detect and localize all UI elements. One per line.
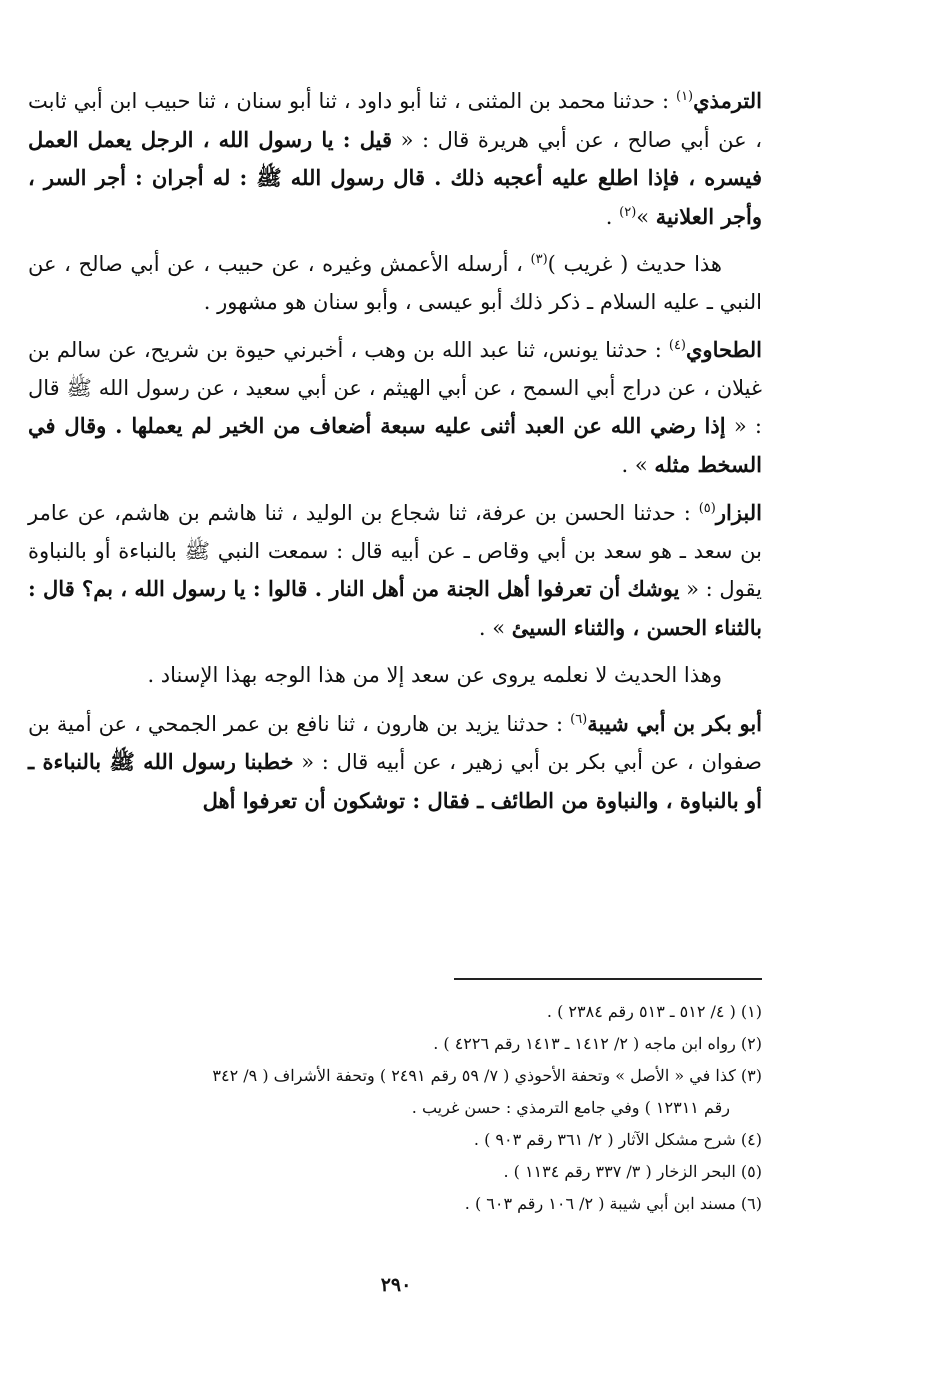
footnote: (٥) البحر الزخار ( ٣/ ٣٣٧ رقم ١١٣٤ ) . (503, 1162, 762, 1181)
footnote: (٢) رواه ابن ماجه ( ٢/ ١٤١٢ ـ ١٤١٣ رقم ٤٢٢٦ ) . (433, 1034, 762, 1053)
bold-text: الطحاوي (686, 337, 762, 362)
bold-text: أبو بكر بن أبي شيبة (587, 710, 763, 736)
text-segment: : حدثنا يونس، ثنا عبد الله بن وهب ، أخبرني حيوة بن شريح، عن سالم بن غيلان ، عن دراج أبي السمح ، عن أبي الهيثم ، عن أبي سعيد ، عن رسول الله ﷺ قال : « (28, 338, 762, 438)
paragraph (28, 82, 762, 236)
bold-text: خطبنا رسول الله ﷺ بالنباءة ـ أو بالنباوة ، والنباوة من الطائف ـ فقال : توشكون أن تعرفوا أهل (28, 749, 762, 813)
text-segment: » . (478, 615, 512, 640)
footnote-continuation: رقم ١٢٣١١ ) وفي جامع الترمذي : حسن غريب . (411, 1098, 730, 1117)
text-segment: . (605, 204, 620, 229)
text-segment: : حدثنا محمد بن المثنى ، ثنا أبو داود ، ثنا أبو سنان ، ثنا حبيب ابن أبي ثابت ، عن أبي صالح ، عن أبي هريرة قال : « (28, 89, 762, 152)
main-text (28, 82, 762, 830)
text-segment: هذا حديث ( غريب ) (547, 252, 722, 276)
text-segment: : حدثنا يزيد بن هارون ، ثنا نافع بن عمر الجمحي ، عن أمية بن صفوان ، عن أبي بكر بن أبي زهير ، عن أبيه قال : « (28, 711, 763, 774)
text-segment: » (636, 204, 656, 229)
bold-text: قيل : يا رسول الله ، الرجل يعمل العمل فيسره ، فإذا اطلع عليه أعجبه ذلك . قال رسول الله ﷺ : له أجران : أجر السر ، وأجر العلانية (28, 126, 762, 229)
footnote-reference: (٣) (530, 252, 548, 267)
paragraph (28, 246, 762, 321)
paragraph (28, 494, 762, 647)
bold-text: البزار (715, 500, 762, 525)
footnote-reference: (٥) (698, 501, 716, 516)
footnote-reference: (٢) (619, 204, 637, 220)
footnote-reference: (٤) (668, 338, 686, 353)
paragraph (28, 657, 762, 695)
footnote-reference: (١) (675, 89, 694, 104)
text-segment: وهذا الحديث لا نعلمه يروى عن سعد إلا من هذا الوجه بهذا الإسناد . (147, 663, 722, 687)
text-segment: ، أرسله الأعمش وغيره ، عن حبيب ، عن أبي صالح ، عن النبي ـ عليه السلام ـ ذكر ذلك أبو عيسى ، وأبو سنان هو مشهور . (28, 252, 762, 314)
text-segment: » . (621, 452, 655, 477)
footnotes (28, 996, 762, 1220)
footnote-divider (454, 978, 762, 980)
footnote-reference: (٦) (570, 711, 588, 727)
text-segment: : حدثنا الحسن بن عرفة، ثنا شجاع بن الوليد ، ثنا هاشم بن هاشم، عن عامر بن سعد ـ هو سعد بن أبي وقاص ـ عن أبيه قال : سمعت النبي ﷺ بالنباءة أو بالنباوة يقول : « (28, 501, 762, 601)
footnote: (٦) مسند ابن أبي شيبة ( ٢/ ١٠٦ رقم ٦٠٣ ) . (464, 1194, 762, 1213)
paragraph (28, 705, 762, 821)
page-number: ٢٩٠ (380, 1274, 412, 1296)
bold-text: الترمذي (693, 88, 762, 113)
bold-text: إذا رضي الله عن العبد أثنى عليه سبعة أضعاف من الخير لم يعملها . وقال في السخط مثله (28, 413, 762, 477)
footnote: (٣) كذا في « الأصل » وتحفة الأحوذي ( ٧/ ٥٩ رقم ٢٤٩١ ) وتحفة الأشراف ( ٩/ ٣٤٢ (212, 1066, 762, 1085)
paragraph (28, 331, 762, 484)
footnote: (٤) شرح مشكل الآثار ( ٢/ ٣٦١ رقم ٩٠٣ ) . (473, 1130, 762, 1149)
bold-text: يوشك أن تعرفوا أهل الجنة من أهل النار . قالوا : يا رسول الله ، بم؟ قال : بالثناء الحسن ، والثناء السيئ (27, 576, 762, 640)
footnote: (١) ( ٤/ ٥١٢ ـ ٥١٣ رقم ٢٣٨٤ ) . (546, 1002, 762, 1021)
